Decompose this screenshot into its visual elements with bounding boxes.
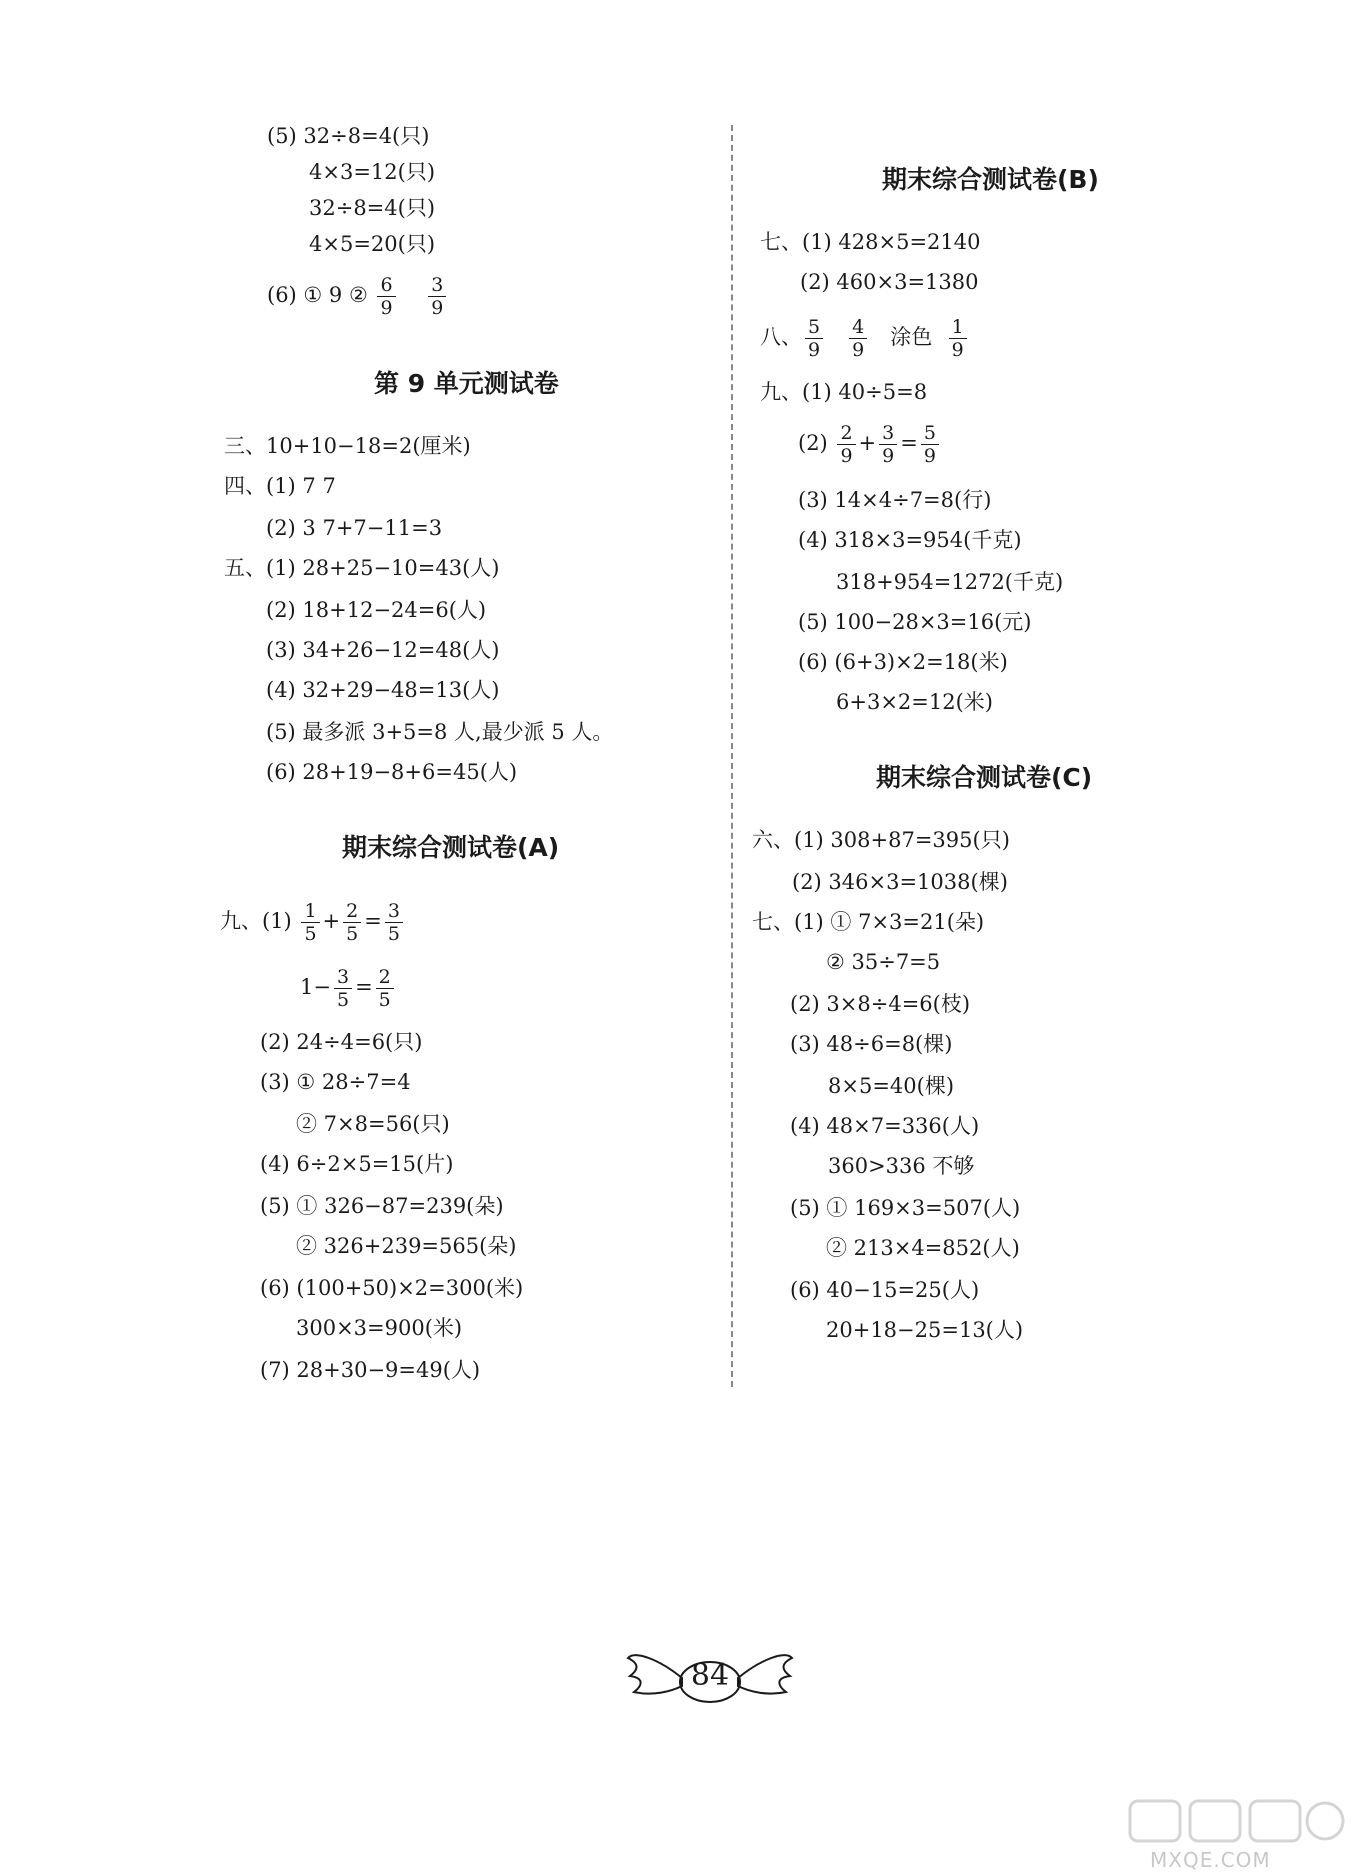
- answer-line: 300×3=900(米): [296, 1316, 463, 1340]
- answer-line: 九、(1) 40÷5=8: [760, 380, 928, 404]
- answer-line: (3) ① 28÷7=4: [260, 1070, 411, 1094]
- answer-line: 6+3×2=12(米): [836, 690, 993, 714]
- page-number: 84: [690, 1658, 730, 1693]
- answer-line: (4) 32+29−48=13(人): [266, 678, 500, 702]
- answer-line-fraction: 九、(1) $\frac{1}{5}$ + $\frac{2}{5}$ = $\frac{3}{5}$: [220, 896, 406, 946]
- answer-line: 七、(1) ① 7×3=21(朵): [752, 910, 985, 934]
- answer-line: (2) 18+12−24=6(人): [266, 598, 487, 622]
- answer-line: 20+18−25=13(人): [826, 1318, 1024, 1342]
- fraction: $\frac{2}{5}$: [376, 966, 394, 1011]
- fraction: $\frac{4}{9}$: [849, 316, 867, 361]
- answer-line-fraction: (6) ① 9 ② $\frac{6}{9}$ $\frac{3}{9}$: [267, 270, 449, 320]
- fraction: $\frac{5}{9}$: [805, 316, 823, 361]
- answer-line: 五、(1) 28+25−10=43(人): [224, 556, 500, 580]
- answer-line: (5) 32÷8=4(只): [267, 124, 430, 148]
- answer-line: (2) 24÷4=6(只): [260, 1030, 423, 1054]
- answer-line: (6) (6+3)×2=18(米): [798, 650, 1008, 674]
- answer-line: ② 35÷7=5: [826, 950, 941, 974]
- answer-line: (6) 40−15=25(人): [790, 1278, 980, 1302]
- fraction: $\frac{3}{5}$: [385, 900, 403, 945]
- answer-line: ② 213×4=852(人): [826, 1236, 1020, 1260]
- answer-line: (3) 48÷6=8(棵): [790, 1032, 953, 1056]
- answer-line: 4×3=12(只): [309, 160, 436, 184]
- answer-line: (6) 28+19−8+6=45(人): [266, 760, 518, 784]
- fraction: $\frac{3}{9}$: [879, 422, 897, 467]
- answer-line: (4) 318×3=954(千克): [798, 528, 1022, 552]
- answer-line: 318+954=1272(千克): [836, 570, 1064, 594]
- answer-line: 360>336 不够: [828, 1154, 975, 1178]
- answer-line: (5) 最多派 3+5=8 人,最少派 5 人。: [266, 720, 614, 744]
- answer-line: 8×5=40(棵): [828, 1074, 955, 1098]
- fraction: $\frac{2}{9}$: [837, 422, 855, 467]
- answer-line: 32÷8=4(只): [309, 196, 436, 220]
- section-title: 期末综合测试卷(C): [876, 763, 1093, 792]
- fraction: $\frac{5}{9}$: [921, 422, 939, 467]
- answer-line: (6) (100+50)×2=300(米): [260, 1276, 524, 1300]
- answer-line: (4) 48×7=336(人): [790, 1114, 980, 1138]
- answer-line: 六、(1) 308+87=395(只): [752, 828, 1010, 852]
- section-title: 期末综合测试卷(A): [342, 833, 560, 862]
- fraction: $\frac{1}{9}$: [949, 316, 967, 361]
- section-title: 第 9 单元测试卷: [374, 369, 559, 398]
- page-footer: [620, 1630, 800, 1720]
- answer-line: ② 7×8=56(只): [296, 1112, 450, 1136]
- answer-line: (5) ① 326−87=239(朵): [260, 1194, 504, 1218]
- answer-line: 七、(1) 428×5=2140: [760, 230, 981, 254]
- answer-line: (3) 14×4÷7=8(行): [798, 488, 992, 512]
- answer-line: 4×5=20(只): [309, 232, 436, 256]
- answer-line: (2) 3 7+7−11=3: [266, 516, 443, 540]
- answer-line: (5) ① 169×3=507(人): [790, 1196, 1021, 1220]
- answer-line: ② 326+239=565(朵): [296, 1234, 517, 1258]
- fraction: $\frac{2}{5}$: [343, 900, 361, 945]
- answer-line: (7) 28+30−9=49(人): [260, 1358, 481, 1382]
- watermark-url: MXQE.COM: [1150, 1848, 1271, 1872]
- answer-line-fraction: 1− $\frac{3}{5}$ = $\frac{2}{5}$: [300, 962, 397, 1012]
- fraction: $\frac{3}{5}$: [334, 966, 352, 1011]
- fraction: $\frac{1}{5}$: [301, 900, 319, 945]
- column-divider: [731, 125, 733, 1387]
- answer-line: (3) 34+26−12=48(人): [266, 638, 500, 662]
- fraction: $\frac{3}{9}$: [428, 274, 446, 319]
- answer-line: (2) 346×3=1038(棵): [792, 870, 1008, 894]
- answer-line-fraction: (2) $\frac{2}{9}$ + $\frac{3}{9}$ = $\frac{5}{9}$: [798, 418, 942, 468]
- answer-line: (2) 460×3=1380: [800, 270, 979, 294]
- answer-line: 四、(1) 7 7: [224, 474, 336, 498]
- answer-line: (5) 100−28×3=16(元): [798, 610, 1032, 634]
- answer-line-fraction: 八、 $\frac{5}{9}$ $\frac{4}{9}$ 涂色 $\frac{1}{9}$: [760, 312, 970, 362]
- answer-line: 三、10+10−18=2(厘米): [224, 434, 471, 458]
- section-title: 期末综合测试卷(B): [882, 165, 1099, 194]
- answer-line: (2) 3×8÷4=6(枝): [790, 992, 971, 1016]
- answer-line: (4) 6÷2×5=15(片): [260, 1152, 454, 1176]
- fraction: $\frac{6}{9}$: [377, 274, 395, 319]
